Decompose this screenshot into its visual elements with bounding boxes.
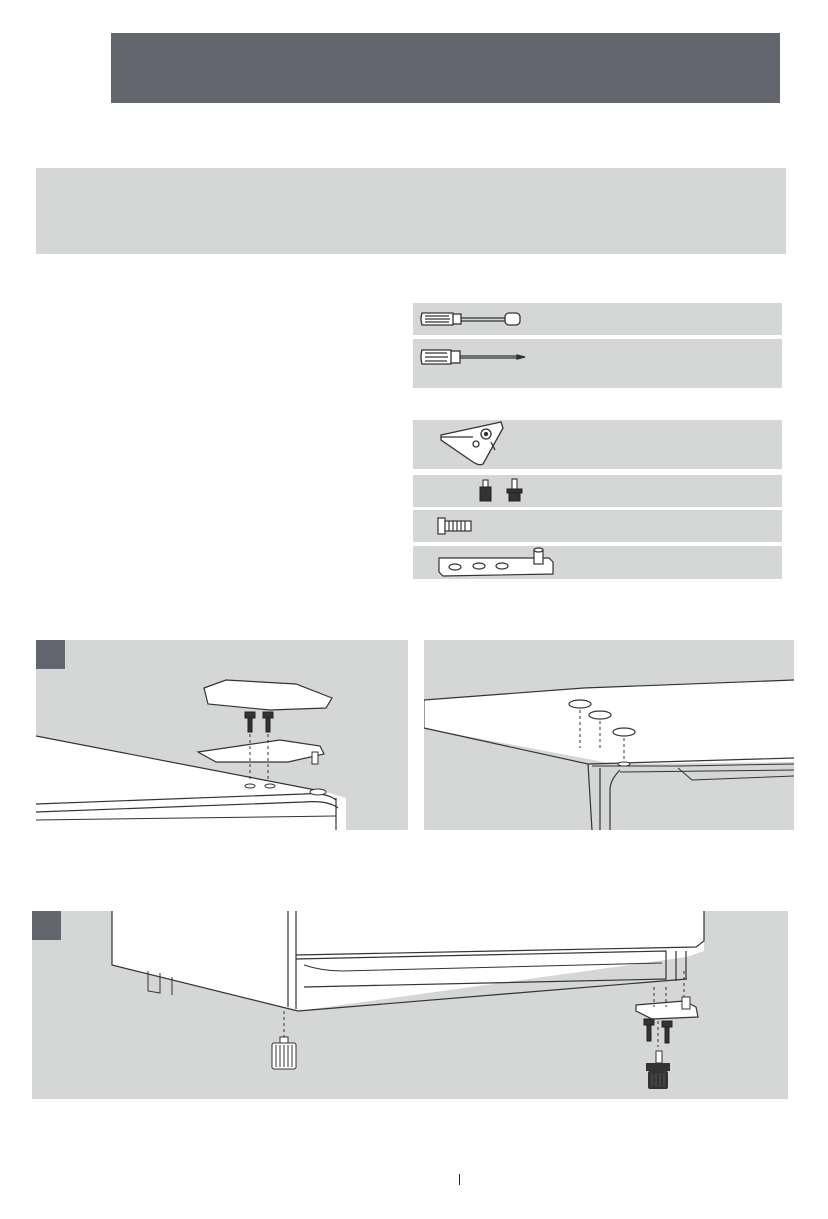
hole-plugs-illustration	[424, 640, 794, 830]
tool-row-hinge-cover	[413, 420, 782, 469]
hinge-cover-plate-icon	[413, 420, 782, 469]
warning-box	[36, 168, 786, 254]
tool-row-phillips-screwdriver	[413, 339, 782, 388]
step-badge-3	[32, 911, 61, 940]
hinge-screw-icon	[413, 510, 782, 542]
step-panel-top-hinge	[36, 640, 408, 830]
step-panel-bottom-hinge	[32, 911, 788, 1099]
top-hinge-illustration	[36, 640, 408, 830]
page-title-bar	[111, 33, 780, 103]
tool-row-leveling-feet	[413, 475, 782, 507]
leveling-feet-icon	[413, 475, 782, 507]
tool-row-socket-driver	[413, 303, 782, 335]
tools-panel	[413, 303, 782, 579]
hinge-bracket-icon	[413, 546, 782, 579]
tool-row-hinge-screw	[413, 510, 782, 542]
phillips-screwdriver-icon	[413, 339, 782, 388]
step-badge-1	[36, 640, 65, 669]
page-number-mark	[459, 1174, 460, 1185]
step-panel-hole-plugs	[424, 640, 794, 830]
socket-driver-icon	[413, 303, 782, 335]
tool-row-hinge-bracket	[413, 546, 782, 579]
bottom-hinge-illustration	[32, 911, 788, 1099]
